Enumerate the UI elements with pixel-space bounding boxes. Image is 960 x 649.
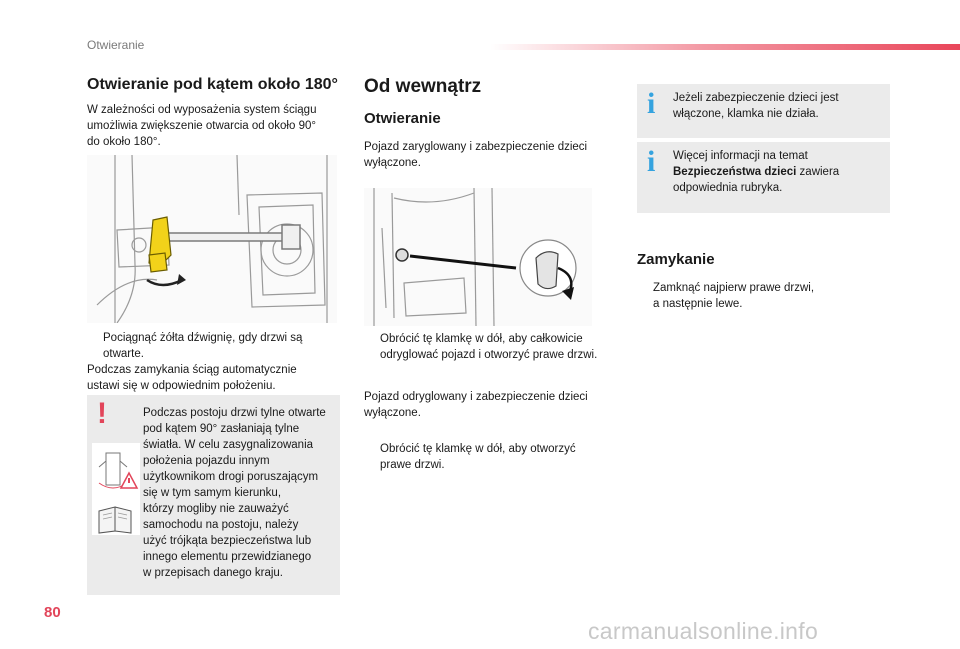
col3-bullet (637, 280, 887, 312)
col1-intro (87, 102, 347, 150)
text-line: W zależności od wyposażenia system ściągu (87, 104, 317, 116)
col2-subtitle: Otwieranie (364, 110, 441, 127)
header-decoration (490, 44, 960, 50)
text-line: odpowiednia rubryka. (673, 182, 783, 194)
info-icon: i (647, 87, 656, 120)
text-line: Zamknąć najpierw prawe drzwi, (653, 282, 815, 294)
col1-title (87, 76, 338, 94)
warning-text (143, 405, 339, 581)
info-icon: i (647, 145, 656, 178)
text-fragment: zawiera (796, 166, 840, 178)
info-box-child-lock (637, 84, 890, 138)
text-line: światła. W celu zasygnalizowania (143, 439, 314, 451)
inner-handle-illustration (364, 188, 592, 326)
warning-icon: ! (97, 397, 107, 430)
col2-bullet2 (364, 441, 624, 473)
text-line: a następnie lewe. (653, 298, 743, 310)
section-label: Otwieranie (87, 38, 145, 52)
text-line: Podczas zamykania ściąg automatycznie (87, 364, 297, 376)
warning-illustration (91, 443, 141, 535)
text-line: do około 180°. (87, 136, 161, 148)
col1-bullet (87, 330, 347, 362)
page-number: 80 (44, 604, 61, 621)
text-line: odryglować pojazd i otworzyć prawe drzwi. (380, 349, 598, 361)
col2-bullet1 (364, 331, 624, 363)
col3-title: Zamykanie (637, 251, 715, 268)
text-line: Jeżeli zabezpieczenie dzieci jest (673, 92, 839, 104)
text-line: użyć trójkąta bezpieczeństwa lub (143, 535, 312, 547)
info-text (673, 148, 883, 196)
text-line: innego elementu przewidzianego (143, 551, 312, 563)
text-line: umożliwia zwiększenie otwarcia od około 90° (87, 120, 316, 132)
text-line: Obrócić tę klamkę w dół, aby otworzyć (380, 443, 576, 455)
text-line: się w tym samym kierunku, (143, 487, 282, 499)
text-line: którzy mogliby nie zauważyć (143, 503, 289, 515)
text-line: Obrócić tę klamkę w dół, aby całkowicie (380, 333, 583, 345)
text-line: Pociągnąć żółta dźwignię, gdy drzwi są (103, 332, 303, 344)
text-line: Więcej informacji na temat (673, 150, 808, 162)
text-line: Pojazd odryglowany i zabezpieczenie dzieci (364, 391, 588, 403)
text-line: wyłączone. (364, 407, 421, 419)
text-line: włączone, klamka nie działa. (673, 108, 819, 120)
text-line: w przepisach danego kraju. (143, 567, 283, 579)
door-strap-illustration (87, 155, 337, 323)
text-line: otwarte. (103, 348, 144, 360)
text-line: samochodu na postoju, należy (143, 519, 299, 531)
col2-title: Od wewnątrz (364, 76, 482, 97)
col1-after (87, 362, 347, 394)
text-line: wyłączone. (364, 157, 421, 169)
text-line: pod kątem 90° zasłaniają tylne (143, 423, 300, 435)
text-line: Podczas postoju drzwi tylne otwarte (143, 407, 326, 419)
col2-p1 (364, 139, 614, 171)
col2-p2 (364, 389, 614, 421)
text-line: położenia pojazdu innym (143, 455, 270, 467)
col1-heading: Otwieranie pod kątem około 180° (87, 76, 338, 93)
watermark: carmanualsonline.info (588, 618, 819, 644)
text-line: ustawi się w odpowiednim położeniu. (87, 380, 276, 392)
info-text (673, 90, 883, 122)
text-line: użytkownikom drogi poruszającym (143, 471, 319, 483)
warning-box (87, 395, 340, 595)
bold-reference: Bezpieczeństwa dzieci (673, 166, 797, 178)
text-line (673, 164, 883, 180)
text-line: prawe drzwi. (380, 459, 445, 471)
text-line: Pojazd zaryglowany i zabezpieczenie dzieci (364, 141, 588, 153)
info-box-child-safety (637, 142, 890, 213)
